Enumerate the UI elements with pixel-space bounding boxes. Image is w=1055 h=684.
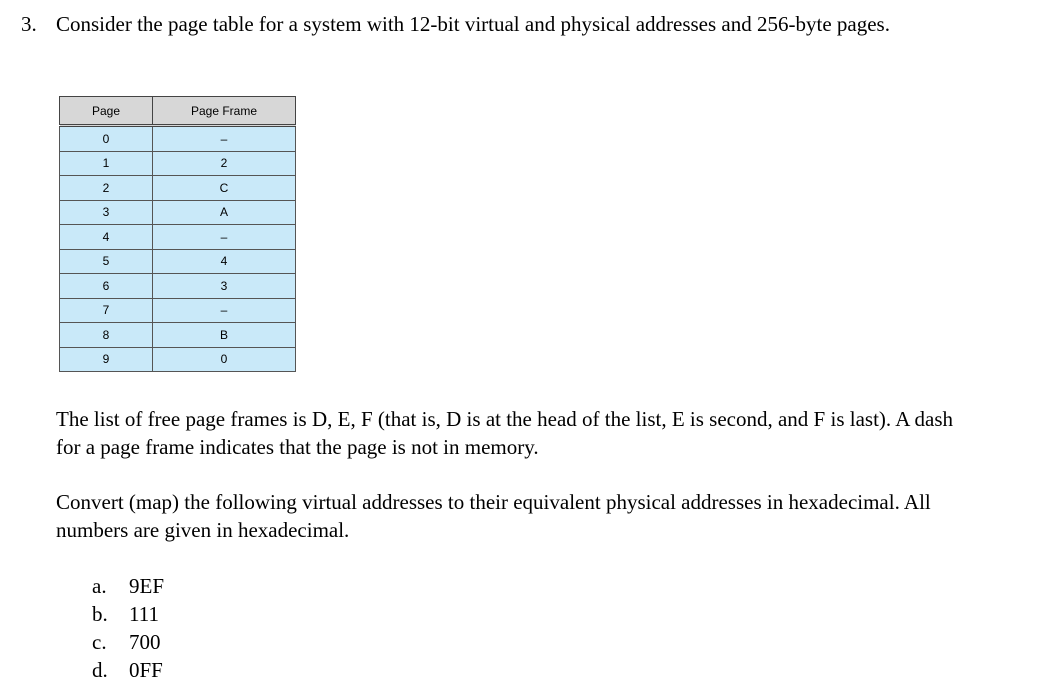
table-row [60,298,296,323]
page-cell: 8 [60,323,153,348]
table-row [60,323,296,348]
table-row [60,151,296,176]
header-page: Page [60,97,153,126]
table-row [60,249,296,274]
item-label: d. [92,658,108,682]
table-row [60,225,296,250]
address-list [92,572,164,684]
page-cell: 1 [60,151,153,176]
table-row [60,176,296,201]
table-row [60,274,296,299]
frame-cell: 0 [153,347,296,372]
page-cell: 5 [60,249,153,274]
page-cell: 3 [60,200,153,225]
item-address: 0FF [129,658,163,682]
item-address: 9EF [129,574,165,598]
list-item [92,572,164,600]
table-row [60,126,296,152]
frame-cell: C [153,176,296,201]
frame-cell: 4 [153,249,296,274]
frame-cell: – [153,298,296,323]
list-item [92,656,164,684]
table-row [60,347,296,372]
page-cell: 2 [60,176,153,201]
item-address: 700 [129,630,161,654]
frame-cell: B [153,323,296,348]
page-cell: 9 [60,347,153,372]
list-item [92,600,164,628]
frame-cell: – [153,225,296,250]
item-label: b. [92,602,108,626]
frame-cell: 3 [153,274,296,299]
item-label: c. [92,630,107,654]
frame-cell: A [153,200,296,225]
instruction-paragraph: Convert (map) the following virtual addresses to their equivalent physical addresses in hexadecimal. All numbers are given in hexadecimal. [56,490,931,542]
table-row [60,200,296,225]
header-page-frame: Page Frame [153,97,296,126]
list-item [92,628,164,656]
page-cell: 4 [60,225,153,250]
item-label: a. [92,574,107,598]
page-table [59,96,296,372]
item-address: 111 [129,602,159,626]
question-text: Consider the page table for a system with 12-bit virtual and physical addresses and 256-byte pages. [56,12,890,36]
page-cell: 7 [60,298,153,323]
free-frames-paragraph: The list of free page frames is D, E, F (that is, D is at the head of the list, E is second, and F is last). A dash for a page frame indicates that the page is not in memory. [56,407,953,459]
page-cell: 0 [60,126,153,152]
frame-cell: – [153,126,296,152]
frame-cell: 2 [153,151,296,176]
question-number: 3. [21,12,37,36]
page-cell: 6 [60,274,153,299]
